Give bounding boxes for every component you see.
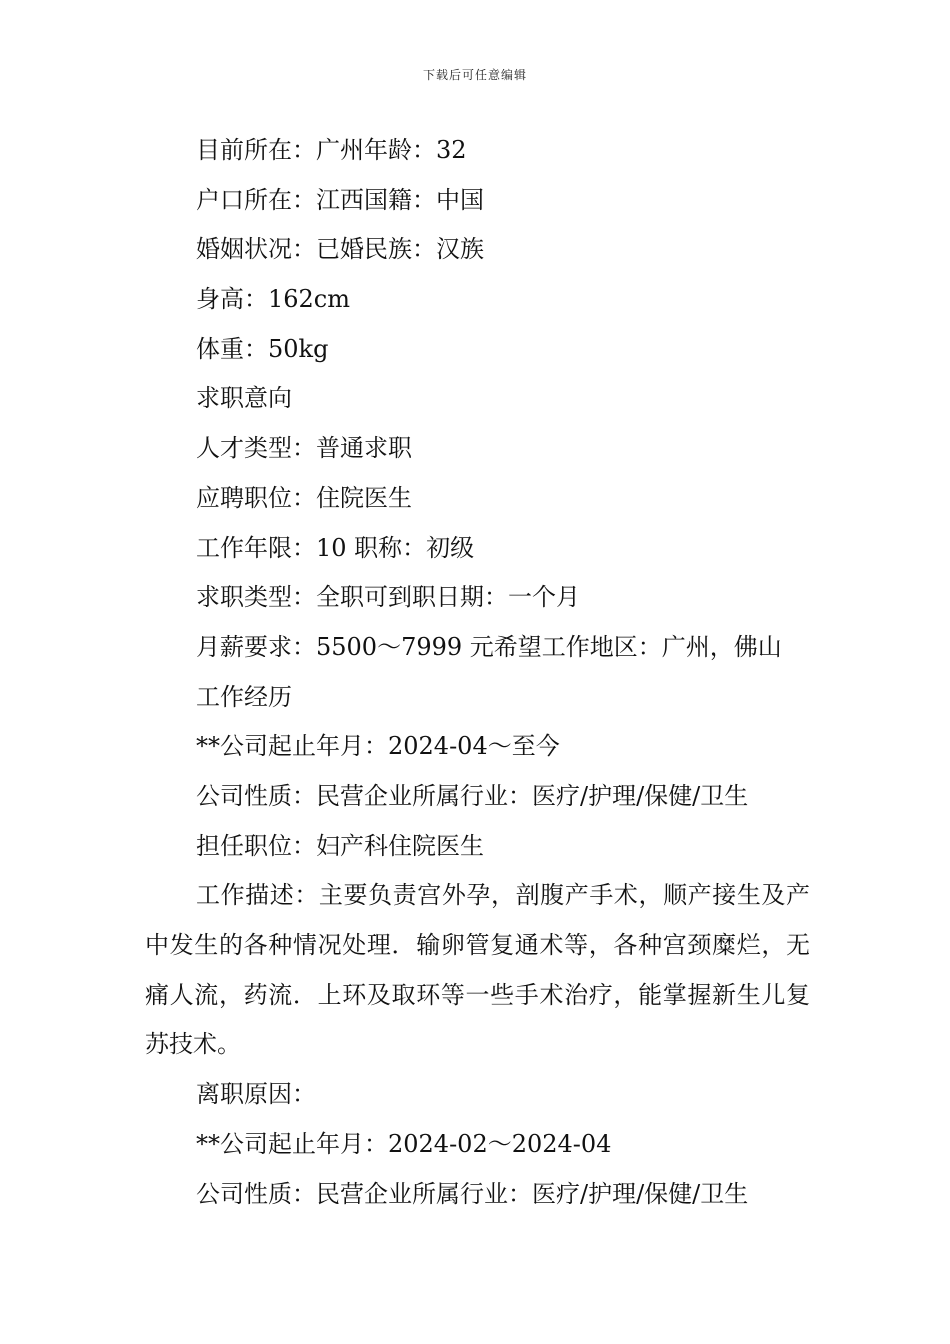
job1-nature-line: 公司性质：民营企业所属行业：医疗/护理/保健/卫生 [196,781,749,810]
job2-company-line: **公司起止年月：2024-02～2024-04 [196,1129,612,1158]
talent-type-line: 人才类型：普通求职 [196,434,412,463]
job1-title-line: 担任职位：妇产科住院医生 [196,831,484,860]
resume-body [145,126,810,1219]
job1-company-line: **公司起止年月：2024-04～至今 [196,732,560,761]
page-header-note: 下载后可任意编辑 [422,68,527,82]
job1-description: 工作描述：主要负责宫外孕，剖腹产手术，顺产接生及产中发生的各种情况处理．输卵管复通术等，各种宫颈糜烂，无痛人流，药流．上环及取环等一些手术治疗，能掌握新生儿复苏技术。 [145,881,810,1059]
job1-leave-reason: 离职原因： [196,1080,316,1109]
location-line: 目前所在：广州年龄：32 [196,136,467,164]
salary-line: 月薪要求：5500～7999 元希望工作地区：广州，佛山 [196,632,782,661]
years-line: 工作年限：10 职称：初级 [196,533,475,562]
job-type-line: 求职类型：全职可到职日期：一个月 [196,583,580,612]
height-line: 身高：162cm [196,285,351,314]
position-line: 应聘职位：住院医生 [196,483,412,512]
work-experience-heading: 工作经历 [196,682,292,711]
marital-line: 婚姻状况：已婚民族：汉族 [196,235,484,264]
weight-line: 体重：50kg [196,334,329,363]
job-intent-heading: 求职意向 [196,384,292,413]
job2-nature-line: 公司性质：民营企业所属行业：医疗/护理/保健/卫生 [196,1179,749,1208]
hukou-line: 户口所在：江西国籍：中国 [196,185,484,214]
